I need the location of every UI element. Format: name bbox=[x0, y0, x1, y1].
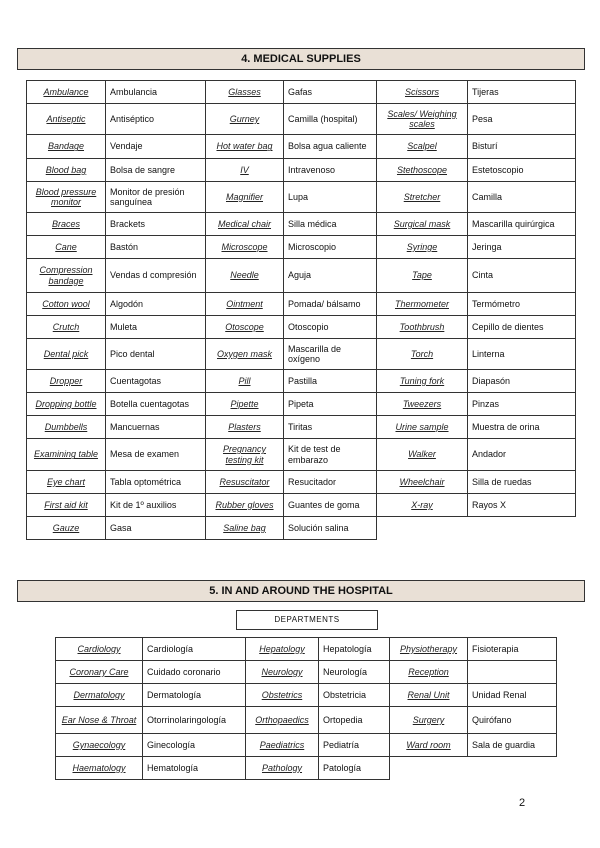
spanish-term: Otoscopio bbox=[284, 316, 377, 339]
english-term: Reception bbox=[390, 661, 468, 684]
english-term: Antiseptic bbox=[27, 104, 106, 135]
english-term: Pregnancy testing kit bbox=[206, 439, 284, 471]
spanish-term: Silla de ruedas bbox=[468, 471, 576, 494]
spanish-term: Pinzas bbox=[468, 393, 576, 416]
spanish-term: Termómetro bbox=[468, 293, 576, 316]
english-term: Scalpel bbox=[377, 135, 468, 159]
table-row bbox=[56, 684, 557, 707]
spanish-term: Obstetricia bbox=[319, 684, 390, 707]
spanish-term: Camilla bbox=[468, 182, 576, 213]
spanish-term: Pico dental bbox=[106, 339, 206, 370]
english-term: Cane bbox=[27, 236, 106, 259]
table-row bbox=[27, 159, 576, 182]
spanish-term: Pipeta bbox=[284, 393, 377, 416]
english-term: Dumbbells bbox=[27, 416, 106, 439]
english-term: Hepatology bbox=[246, 638, 319, 661]
english-term: Scales/ Weighing scales bbox=[377, 104, 468, 135]
english-term: Gurney bbox=[206, 104, 284, 135]
english-term: Dental pick bbox=[27, 339, 106, 370]
english-term: Ward room bbox=[390, 734, 468, 757]
spanish-term: Pesa bbox=[468, 104, 576, 135]
english-term: Haematology bbox=[56, 757, 143, 780]
departments-label: DEPARTMENTS bbox=[236, 610, 378, 630]
english-term: Examining table bbox=[27, 439, 106, 471]
table-row bbox=[27, 471, 576, 494]
english-term: Gynaecology bbox=[56, 734, 143, 757]
spanish-term: Silla médica bbox=[284, 213, 377, 236]
english-term bbox=[390, 757, 468, 780]
spanish-term: Intravenoso bbox=[284, 159, 377, 182]
english-term: Neurology bbox=[246, 661, 319, 684]
english-term: Otoscope bbox=[206, 316, 284, 339]
table-row bbox=[56, 734, 557, 757]
spanish-term: Gafas bbox=[284, 81, 377, 104]
spanish-term bbox=[468, 661, 557, 684]
english-term: Ear Nose & Throat bbox=[56, 707, 143, 734]
spanish-term: Linterna bbox=[468, 339, 576, 370]
english-term: X-ray bbox=[377, 494, 468, 517]
spanish-term: Antiséptico bbox=[106, 104, 206, 135]
english-term: IV bbox=[206, 159, 284, 182]
english-term: Microscope bbox=[206, 236, 284, 259]
spanish-term: Diapasón bbox=[468, 370, 576, 393]
spanish-term: Cuentagotas bbox=[106, 370, 206, 393]
english-term: Oxygen mask bbox=[206, 339, 284, 370]
spanish-term: Mascarilla quirúrgica bbox=[468, 213, 576, 236]
english-term: Hot water bag bbox=[206, 135, 284, 159]
spanish-term: Brackets bbox=[106, 213, 206, 236]
departments-table bbox=[55, 637, 557, 780]
english-term: Cardiology bbox=[56, 638, 143, 661]
english-term: Torch bbox=[377, 339, 468, 370]
spanish-term: Cinta bbox=[468, 259, 576, 293]
spanish-term: Pediatría bbox=[319, 734, 390, 757]
english-term: Braces bbox=[27, 213, 106, 236]
english-term: Cotton wool bbox=[27, 293, 106, 316]
spanish-term: Bolsa agua caliente bbox=[284, 135, 377, 159]
spanish-term: Hepatología bbox=[319, 638, 390, 661]
table-row bbox=[27, 517, 576, 540]
english-term: Resuscitator bbox=[206, 471, 284, 494]
english-term: Renal Unit bbox=[390, 684, 468, 707]
spanish-term: Mancuernas bbox=[106, 416, 206, 439]
english-term: Paediatrics bbox=[246, 734, 319, 757]
table-row bbox=[27, 135, 576, 159]
english-term: Magnifier bbox=[206, 182, 284, 213]
spanish-term: Otorrinolaringología bbox=[143, 707, 246, 734]
spanish-term: Mascarilla de oxígeno bbox=[284, 339, 377, 370]
table-row bbox=[27, 213, 576, 236]
english-term bbox=[377, 517, 468, 540]
english-term: Stretcher bbox=[377, 182, 468, 213]
spanish-term: Hematología bbox=[143, 757, 246, 780]
medical-supplies-table bbox=[26, 80, 576, 540]
english-term: Pathology bbox=[246, 757, 319, 780]
section-4-title: 4. MEDICAL SUPPLIES bbox=[17, 48, 585, 70]
english-term: Blood pressure monitor bbox=[27, 182, 106, 213]
spanish-term: Muleta bbox=[106, 316, 206, 339]
table-row bbox=[27, 293, 576, 316]
english-term: Compression bandage bbox=[27, 259, 106, 293]
english-term: Glasses bbox=[206, 81, 284, 104]
table-row bbox=[27, 393, 576, 416]
table-row bbox=[56, 757, 557, 780]
spanish-term: Aguja bbox=[284, 259, 377, 293]
table-row bbox=[27, 339, 576, 370]
table-row bbox=[27, 259, 576, 293]
spanish-term: Andador bbox=[468, 439, 576, 471]
spanish-term: Monitor de presión sanguínea bbox=[106, 182, 206, 213]
spanish-term: Bisturí bbox=[468, 135, 576, 159]
english-term: Bandage bbox=[27, 135, 106, 159]
english-term: Pipette bbox=[206, 393, 284, 416]
spanish-term: Cepillo de dientes bbox=[468, 316, 576, 339]
spanish-term: Estetoscopio bbox=[468, 159, 576, 182]
english-term: Physiotherapy bbox=[390, 638, 468, 661]
spanish-term: Unidad Renal bbox=[468, 684, 557, 707]
english-term: Crutch bbox=[27, 316, 106, 339]
english-term: Needle bbox=[206, 259, 284, 293]
english-term: Syringe bbox=[377, 236, 468, 259]
spanish-term: Rayos X bbox=[468, 494, 576, 517]
spanish-term: Resucitador bbox=[284, 471, 377, 494]
english-term: Tuning fork bbox=[377, 370, 468, 393]
spanish-term: Botella cuentagotas bbox=[106, 393, 206, 416]
spanish-term: Lupa bbox=[284, 182, 377, 213]
english-term: Scissors bbox=[377, 81, 468, 104]
english-term: Obstetrics bbox=[246, 684, 319, 707]
table-row bbox=[27, 416, 576, 439]
page-number: 2 bbox=[519, 797, 526, 809]
english-term: Medical chair bbox=[206, 213, 284, 236]
english-term: Coronary Care bbox=[56, 661, 143, 684]
spanish-term: Ambulancia bbox=[106, 81, 206, 104]
english-term: Toothbrush bbox=[377, 316, 468, 339]
spanish-term: Gasa bbox=[106, 517, 206, 540]
english-term: Gauze bbox=[27, 517, 106, 540]
spanish-term: Ortopedia bbox=[319, 707, 390, 734]
spanish-term: Solución salina bbox=[284, 517, 377, 540]
table-row bbox=[27, 316, 576, 339]
english-term: Dermatology bbox=[56, 684, 143, 707]
table-row bbox=[27, 370, 576, 393]
spanish-term: Cuidado coronario bbox=[143, 661, 246, 684]
english-term: Dropping bottle bbox=[27, 393, 106, 416]
spanish-term: Bastón bbox=[106, 236, 206, 259]
english-term: Walker bbox=[377, 439, 468, 471]
english-term: Rubber gloves bbox=[206, 494, 284, 517]
spanish-term: Pomada/ bálsamo bbox=[284, 293, 377, 316]
spanish-term: Bolsa de sangre bbox=[106, 159, 206, 182]
spanish-term: Ginecología bbox=[143, 734, 246, 757]
spanish-term: Vendas d compresión bbox=[106, 259, 206, 293]
english-term: Surgery bbox=[390, 707, 468, 734]
spanish-term: Dermatología bbox=[143, 684, 246, 707]
spanish-term: Tabla optométrica bbox=[106, 471, 206, 494]
english-term: Tape bbox=[377, 259, 468, 293]
table-row bbox=[27, 182, 576, 213]
spanish-term: Pastilla bbox=[284, 370, 377, 393]
spanish-term: Sala de guardia bbox=[468, 734, 557, 757]
english-term: Urine sample bbox=[377, 416, 468, 439]
spanish-term: Vendaje bbox=[106, 135, 206, 159]
english-term: Ambulance bbox=[27, 81, 106, 104]
spanish-term bbox=[468, 757, 557, 780]
table-row bbox=[27, 81, 576, 104]
english-term: Tweezers bbox=[377, 393, 468, 416]
spanish-term: Tiritas bbox=[284, 416, 377, 439]
table-row bbox=[56, 638, 557, 661]
spanish-term: Patología bbox=[319, 757, 390, 780]
table-row bbox=[27, 236, 576, 259]
spanish-term: Jeringa bbox=[468, 236, 576, 259]
english-term: Saline bag bbox=[206, 517, 284, 540]
spanish-term: Camilla (hospital) bbox=[284, 104, 377, 135]
table-row bbox=[56, 707, 557, 734]
english-term: Blood bag bbox=[27, 159, 106, 182]
spanish-term bbox=[468, 517, 576, 540]
spanish-term: Cardiología bbox=[143, 638, 246, 661]
english-term: Stethoscope bbox=[377, 159, 468, 182]
spanish-term: Mesa de examen bbox=[106, 439, 206, 471]
english-term: Ointment bbox=[206, 293, 284, 316]
table-row bbox=[27, 439, 576, 471]
spanish-term: Microscopio bbox=[284, 236, 377, 259]
spanish-term: Tijeras bbox=[468, 81, 576, 104]
spanish-term: Guantes de goma bbox=[284, 494, 377, 517]
spanish-term: Muestra de orina bbox=[468, 416, 576, 439]
spanish-term: Algodón bbox=[106, 293, 206, 316]
table-row bbox=[27, 494, 576, 517]
english-term: Plasters bbox=[206, 416, 284, 439]
english-term: Wheelchair bbox=[377, 471, 468, 494]
english-term: Eye chart bbox=[27, 471, 106, 494]
english-term: Orthopaedics bbox=[246, 707, 319, 734]
spanish-term: Quirófano bbox=[468, 707, 557, 734]
english-term: Dropper bbox=[27, 370, 106, 393]
spanish-term: Neurología bbox=[319, 661, 390, 684]
spanish-term: Kit de 1º auxilios bbox=[106, 494, 206, 517]
english-term: Pill bbox=[206, 370, 284, 393]
section-5-title: 5. IN AND AROUND THE HOSPITAL bbox=[17, 580, 585, 602]
spanish-term: Fisioterapia bbox=[468, 638, 557, 661]
table-row bbox=[27, 104, 576, 135]
english-term: Surgical mask bbox=[377, 213, 468, 236]
english-term: Thermometer bbox=[377, 293, 468, 316]
english-term: First aid kit bbox=[27, 494, 106, 517]
table-row bbox=[56, 661, 557, 684]
spanish-term: Kit de test de embarazo bbox=[284, 439, 377, 471]
